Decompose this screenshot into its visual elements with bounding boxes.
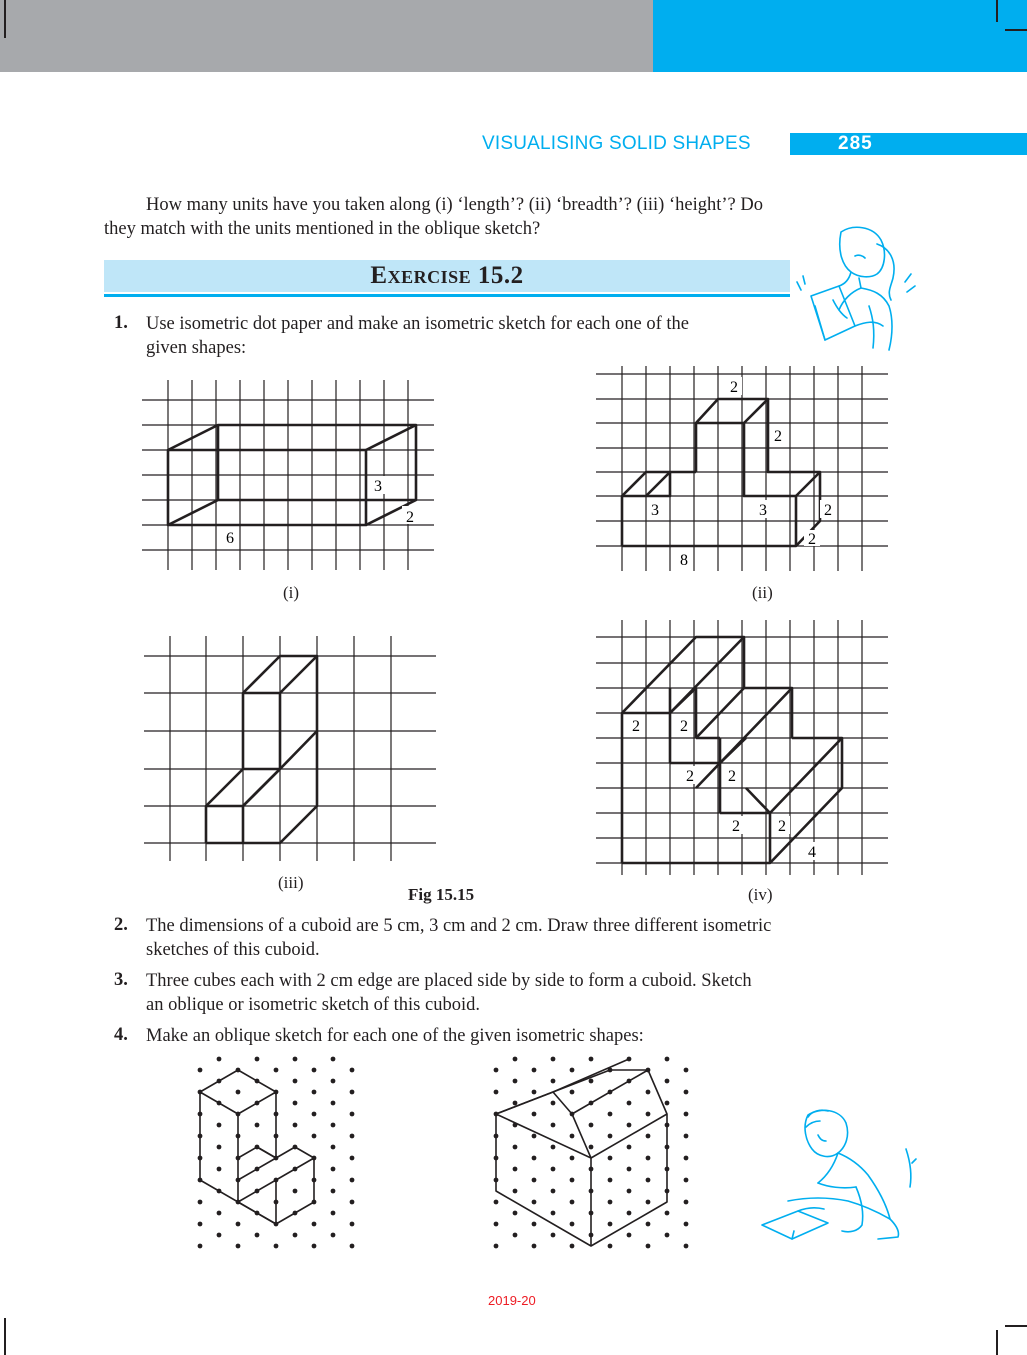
question-1-number: 1. [114, 313, 128, 333]
figure-number-caption: Fig 15.15 [408, 885, 475, 904]
crop-mark [4, 1318, 6, 1355]
page-number-band [790, 133, 1027, 155]
question-3-line-2: an oblique or isometric sketch of this cuboid. [146, 995, 480, 1015]
dimension-label: 3 [651, 502, 659, 519]
dimension-label: 2 [774, 428, 782, 445]
dimension-label: 2 [680, 718, 688, 735]
intro-line-2: they match with the units mentioned in the oblique sketch? [104, 219, 541, 239]
crop-mark [996, 0, 998, 22]
crop-mark [1005, 29, 1027, 31]
dimension-label: 6 [226, 530, 234, 547]
grid-lines [142, 380, 434, 570]
crop-mark [996, 1330, 998, 1355]
l-solid-outline [206, 656, 317, 843]
girl-reading-icon [793, 222, 918, 362]
dimension-label: 3 [759, 502, 767, 519]
isometric-shape-house [486, 1050, 706, 1255]
figure-iii-caption: (iii) [278, 873, 304, 892]
question-1-line-2: given shapes: [146, 338, 247, 358]
question-2-number: 2. [114, 915, 128, 935]
dimension-label: 8 [680, 552, 688, 569]
grid-lines [596, 366, 888, 571]
figure-iii [140, 636, 440, 866]
question-2-line-1: The dimensions of a cuboid are 5 cm, 3 cm and 2 cm. Draw three different isometric [146, 916, 772, 936]
figure-iv-caption: (iv) [748, 885, 773, 904]
dimension-label: 3 [374, 478, 382, 495]
dimension-label: 2 [824, 502, 832, 519]
question-3-line-1: Three cubes each with 2 cm edge are placed side by side to form a cuboid. Sketch [146, 971, 752, 991]
figure-ii-caption: (ii) [752, 583, 773, 602]
figure-i [140, 380, 440, 575]
dimension-label: 2 [728, 768, 736, 785]
footer-year: 2019-20 [488, 1293, 536, 1308]
running-title: VISUALISING SOLID SHAPES [482, 133, 751, 154]
header-blue-band [653, 0, 1027, 72]
question-4-line-1: Make an oblique sketch for each one of the given isometric shapes: [146, 1026, 644, 1046]
crop-mark [1005, 1325, 1027, 1327]
isometric-house-outline [496, 1059, 667, 1246]
dimension-label: 2 [686, 768, 694, 785]
grid-lines [144, 636, 436, 861]
question-4-number: 4. [114, 1025, 128, 1045]
figure-i-caption: (i) [283, 583, 300, 602]
question-3-number: 3. [114, 970, 128, 990]
dimension-label: 2 [730, 379, 738, 396]
boy-writing-icon [758, 1105, 918, 1245]
question-2-line-2: sketches of this cuboid. [146, 940, 320, 960]
dimension-label: 2 [732, 818, 740, 835]
dimension-label: 2 [808, 531, 816, 548]
crop-mark [4, 0, 6, 38]
intro-line-1: How many units have you taken along (i) ‘length’? (ii) ‘breadth’? (iii) ‘height’? Do [146, 195, 763, 215]
exercise-underline [104, 294, 790, 297]
dimension-label: 2 [632, 718, 640, 735]
page-number: 285 [838, 133, 873, 154]
exercise-title: Exercise 15.2 [370, 262, 524, 289]
question-1-line-1: Use isometric dot paper and make an isometric sketch for each one of the [146, 314, 689, 334]
grid-lines [596, 620, 888, 875]
header-gray-band [0, 0, 653, 72]
figure-iv [592, 620, 892, 880]
dimension-label: 2 [406, 509, 414, 526]
dimension-label: 2 [778, 818, 786, 835]
isometric-shape-l [188, 1050, 368, 1255]
figure-ii [592, 366, 892, 576]
dimension-label: 4 [808, 844, 816, 861]
